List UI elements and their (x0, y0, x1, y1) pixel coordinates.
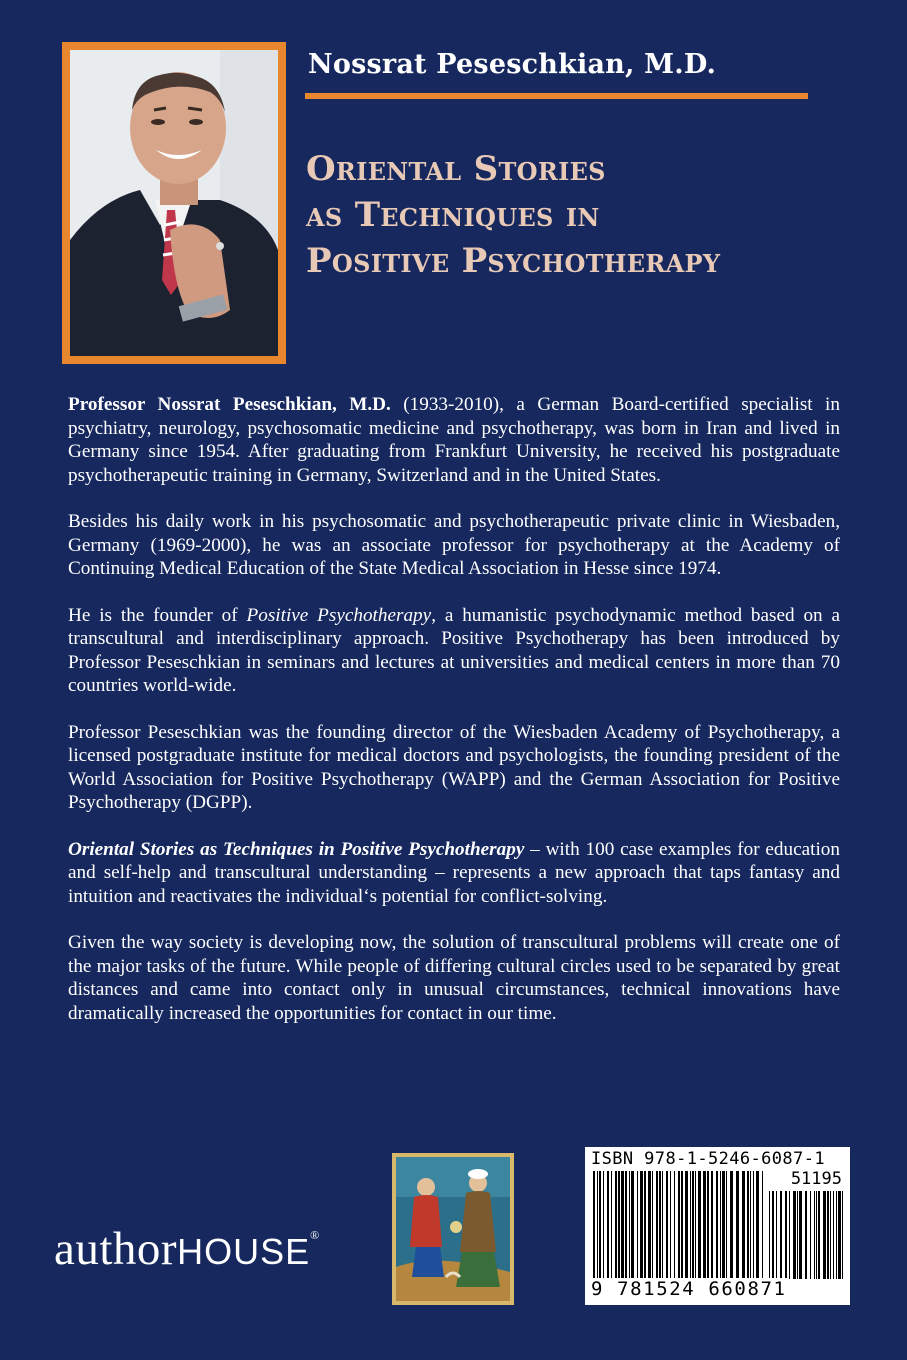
bio-text-3a: He is the founder of (68, 604, 247, 626)
author-name: Nossrat Peseschkian, M.D. (308, 49, 717, 80)
bio-paragraph-4: Professor Peseschkian was the founding director of the Wiesbaden Academy of Psychotherapy, a licensed postgraduate institute for medical doctors and psychologists, the founding president of the World Association for Positive Psychotherapy (WAPP) and the German Association for Positive Psychotherapy (DGPP). (68, 721, 840, 813)
bio-paragraph-5 (68, 838, 840, 909)
back-cover-text (68, 393, 840, 1048)
book-title-line-2: as Techniques in (306, 195, 600, 235)
price-code: 51195 (790, 1169, 842, 1189)
publisher-part-1: author (54, 1223, 178, 1275)
registered-mark: ® (310, 1228, 320, 1242)
persian-miniature-icon (396, 1157, 510, 1301)
bio-paragraph-3 (68, 604, 840, 698)
isbn-barcode (585, 1147, 850, 1305)
author-photo-frame (62, 42, 286, 364)
title-divider (305, 93, 808, 99)
book-title-line-1: Oriental Stories (306, 149, 606, 189)
bio-paragraph-2: Besides his daily work in his psychosomatic and psychotherapeutic private clinic in Wiesbaden, Germany (1969-2000), he was an associate professor for psychotherapy at the Academy of Continuing Medical Education of the State Medical Association in Hesse since 1974. (68, 511, 840, 579)
book-title-inline: Oriental Stories as Techniques in Positive Psychotherapy (68, 838, 525, 860)
ean-digits: 9 781524 660871 (591, 1278, 787, 1300)
method-name: Positive Psychotherapy (246, 604, 432, 626)
publisher-part-2: HOUSE (177, 1231, 311, 1272)
persian-miniature-art (392, 1153, 514, 1305)
bio-text-3b: , a humanistic psychodynamic method based on a transcultural and interdisciplinary approach. Positive Psychotherapy has been introduced by Professor Peseschkian in seminars and lectures at universities and medical centers in more than 70 countries world-wide. (68, 604, 840, 696)
bio-paragraph-6: Given the way society is developing now, the solution of transcultural problems will create one of the major tasks of the future. While people of differing cultural circles used to be separated by great distances and came into contact only in unusual circumstances, technical innovations have dramatically increased the opportunities for contact in our time. (68, 932, 840, 1024)
book-title (306, 146, 720, 284)
book-title-line-3: Positive Psychotherapy (306, 241, 721, 281)
author-portrait-image (70, 50, 278, 356)
publisher-logo (54, 1222, 320, 1276)
isbn-label: ISBN 978-1-5246-6087-1 (591, 1149, 825, 1169)
bio-text-1: (1933-2010), a German Board-certified specialist in psychiatry, neurology, psychosomatic medicine and psychotherapy, was born in Iran and lived in Germany since 1954. After graduating from Frankfurt University, he received his postgraduate psychotherapeutic training in Germany, Switzerland and in the United States. (68, 394, 840, 486)
bio-paragraph-1 (68, 393, 840, 487)
bio-text-5: – with 100 case examples for education and self-help and transcultural understanding – represents a new approach that taps fantasy and intuition and reactivates the individual‘s potential for conflict-solving. (68, 838, 840, 907)
bio-name: Professor Nossrat Peseschkian, M.D. (68, 394, 391, 415)
